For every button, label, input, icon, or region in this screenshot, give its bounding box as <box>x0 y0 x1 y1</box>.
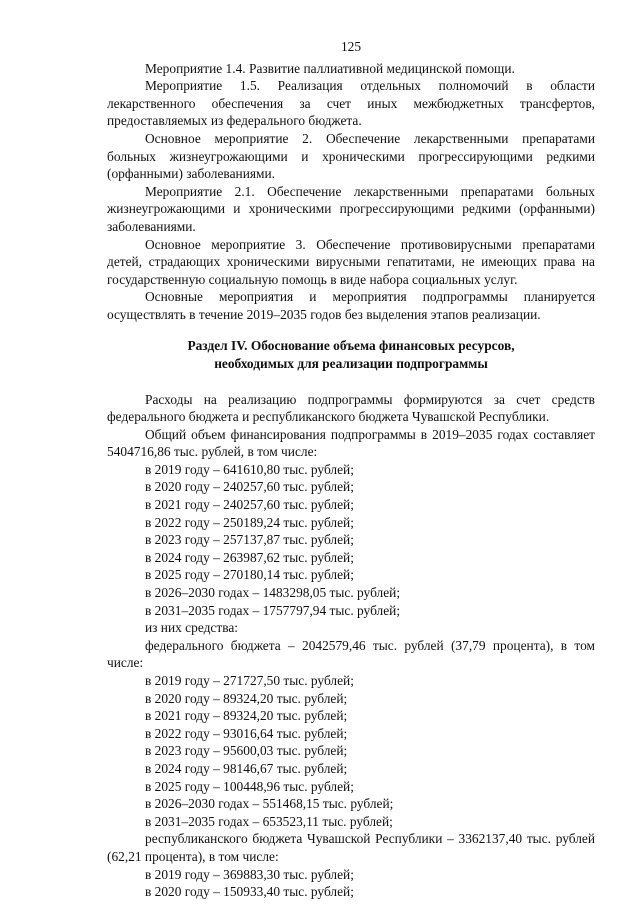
page-number: 125 <box>340 39 362 54</box>
total-by-year-list <box>107 461 595 619</box>
paragraph-funding-sources: Расходы на реализацию подпрограммы формируются за счет средств федерального бюджета и республиканского бюджета Чувашской Республики. <box>107 391 595 425</box>
list-item: в 2019 году – 271727,50 тыс. рублей; <box>145 673 354 688</box>
list-item: в 2031–2035 годах – 1757797,94 тыс. рублей; <box>145 602 401 618</box>
list-item: в 2022 году – 93016,64 тыс. рублей; <box>145 725 348 741</box>
list-item: в 2020 году – 89324,20 тыс. рублей; <box>145 690 348 706</box>
document-page <box>107 38 595 901</box>
list-item: в 2019 году – 369883,30 тыс. рублей; <box>145 866 354 882</box>
federal-by-year-list <box>107 672 595 830</box>
list-item: в 2024 году – 98146,67 тыс. рублей; <box>145 760 348 776</box>
list-item: в 2021 году – 240257,60 тыс. рублей; <box>145 497 354 513</box>
intro-block <box>107 60 595 324</box>
list-item: в 2022 году – 250189,24 тыс. рублей; <box>145 514 354 530</box>
section-heading <box>107 337 595 373</box>
paragraph-implementation-period: Основные мероприятия и мероприятия подпрограммы планируется осуществлять в течение 2019–2035 годов без выделения этапов реализации. <box>107 289 595 322</box>
list-item: в 2020 году – 240257,60 тыс. рублей; <box>145 479 354 495</box>
paragraph-total-funding: Общий объем финансирования подпрограммы в 2019–2035 годах составляет 5404716,86 тыс. рублей, в том числе: <box>107 426 595 460</box>
list-item: в 2025 году – 270180,14 тыс. рублей; <box>145 567 354 583</box>
paragraph-measure-1-5: Мероприятие 1.5. Реализация отдельных полномочий в области лекарственного обеспечения за счет иных межбюджетных трансфертов, предоставляемых из федерального бюджета. <box>107 78 595 129</box>
list-item: в 2031–2035 годах – 653523,11 тыс. рублей; <box>145 813 393 829</box>
paragraph-republic-budget: республиканского бюджета Чувашской Республики – 3362137,40 тыс. рублей (62,21 процента), в том числе: <box>107 831 595 864</box>
list-item: в 2021 году – 89324,20 тыс. рублей; <box>145 708 348 724</box>
paragraph-main-measure-2: Основное мероприятие 2. Обеспечение лекарственными препаратами больных жизнеугрожающими и хроническими прогрессирующими редкими (орфанными) заболеваниями. <box>107 130 595 182</box>
list-item: в 2026–2030 годах – 551468,15 тыс. рублей; <box>145 796 394 812</box>
paragraph-federal-budget: федерального бюджета – 2042579,46 тыс. рублей (37,79 процента), в том числе: <box>107 637 595 671</box>
list-item: в 2023 году – 95600,03 тыс. рублей; <box>145 743 348 759</box>
list-item: в 2023 году – 257137,87 тыс. рублей; <box>145 532 354 548</box>
of-which-label: из них средства: <box>145 620 239 636</box>
section-heading-line-2: необходимых для реализации подпрограммы <box>214 355 488 371</box>
list-item: в 2020 году – 150933,40 тыс. рублей; <box>145 884 354 900</box>
paragraph-main-measure-3: Основное мероприятие 3. Обеспечение противовирусными препаратами детей, страдающих хроническими вирусными гепатитами, не имеющих права на государственную социальную помощь в виде набора социальных услуг. <box>107 236 595 287</box>
list-item: в 2025 году – 100448,96 тыс. рублей; <box>145 778 354 794</box>
list-item: в 2019 году – 641610,80 тыс. рублей; <box>145 461 354 477</box>
paragraph-measure-2-1: Мероприятие 2.1. Обеспечение лекарственными препаратами больных жизнеугрожающими и хроническими прогрессирующими редкими (орфанными) заболеваниями. <box>107 183 595 234</box>
section-heading-line-1: Раздел IV. Обоснование объема финансовых ресурсов, <box>187 337 515 353</box>
list-item: в 2026–2030 годах – 1483298,05 тыс. рублей; <box>145 585 401 601</box>
paragraph-measure-1-4: Мероприятие 1.4. Развитие паллиативной медицинской помощи. <box>145 60 515 76</box>
list-item: в 2024 году – 263987,62 тыс. рублей; <box>145 549 354 565</box>
republic-by-year-list <box>107 866 595 901</box>
